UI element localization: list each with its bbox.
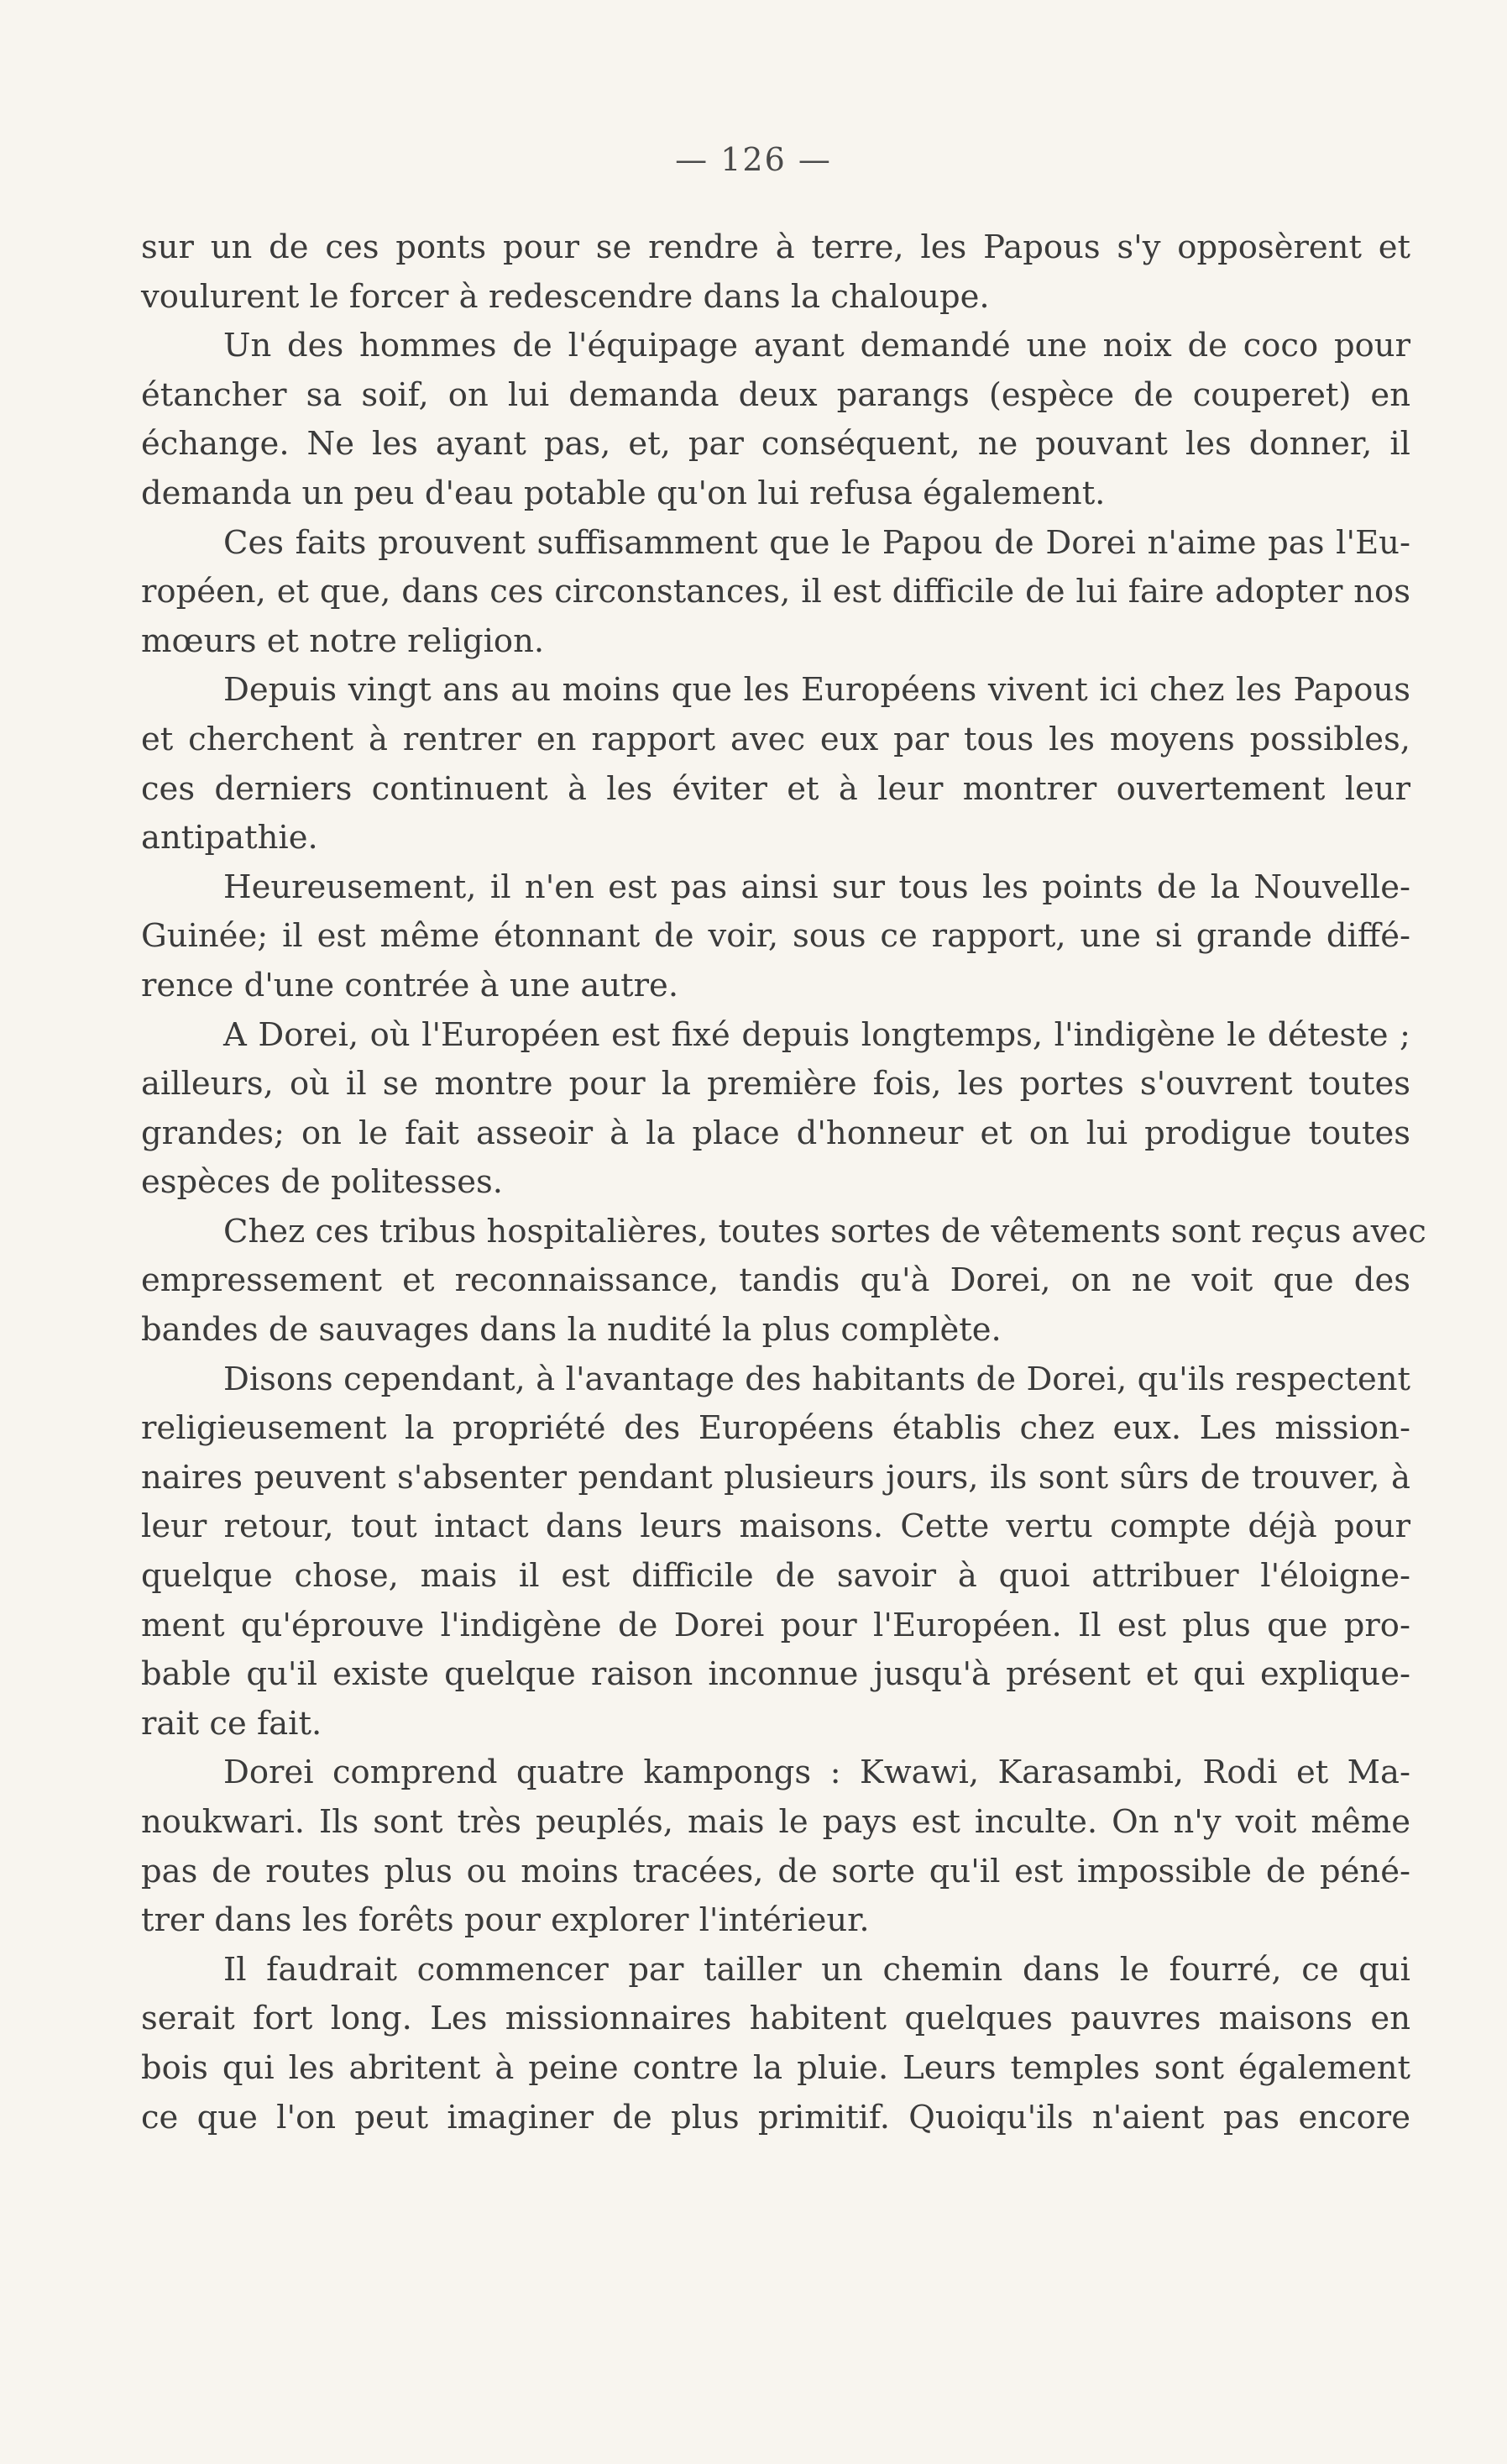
text-line: A Dorei, où l'Européen est fixé depuis longtemps, l'indigène le déteste ; (223, 1015, 1410, 1054)
text-line: sur un de ces ponts pour se rendre à terre, les Papous s'y opposèrent et (141, 228, 1410, 266)
text-line: demanda un peu d'eau potable qu'on lui refusa également. (141, 474, 1106, 512)
page-number: — 126 — (675, 141, 832, 178)
text-line: empressement et reconnaissance, tandis qu'à Dorei, on ne voit que des (141, 1261, 1410, 1300)
text-line: grandes; on le fait asseoir à la place d'honneur et on lui prodigue toutes (141, 1114, 1410, 1152)
text-line: ailleurs, où il se montre pour la première fois, les portes s'ouvrent toutes (141, 1065, 1410, 1104)
text-line: ce que l'on peut imaginer de plus primitif. Quoiqu'ils n'aient pas encore (141, 2098, 1410, 2136)
text-line: religieusement la propriété des Européens établis chez eux. Les mission- (141, 1409, 1410, 1448)
text-line: Il faudrait commencer par tailler un chemin dans le fourré, ce qui (223, 1950, 1410, 1989)
text-line: rait ce fait. (141, 1704, 322, 1743)
text-line: leur retour, tout intact dans leurs maisons. Cette vertu compte déjà pour (141, 1507, 1410, 1546)
text-line: antipathie. (141, 819, 318, 857)
text-line: échange. Ne les ayant pas, et, par conséquent, ne pouvant les donner, il (141, 425, 1410, 464)
text-line: bable qu'il existe quelque raison inconnue jusqu'à présent et qui explique- (141, 1655, 1410, 1694)
text-line: Depuis vingt ans au moins que les Européens vivent ici chez les Papous (223, 671, 1410, 710)
text-line: Guinée; il est même étonnant de voir, sous ce rapport, une si grande diffé- (141, 917, 1410, 956)
text-line: et cherchent à rentrer en rapport avec eux par tous les moyens possibles, (141, 720, 1410, 758)
text-line: rence d'une contrée à une autre. (141, 966, 679, 1004)
text-line: Heureusement, il n'en est pas ainsi sur tous les points de la Nouvelle- (223, 868, 1410, 906)
text-line: étancher sa soif, on lui demanda deux parangs (espèce de couperet) en (141, 375, 1410, 414)
text-line: Chez ces tribus hospitalières, toutes sortes de vêtements sont reçus avec (223, 1212, 1426, 1250)
text-line: Un des hommes de l'équipage ayant demandé une noix de coco pour (223, 327, 1410, 365)
text-line: ment qu'éprouve l'indigène de Dorei pour l'Européen. Il est plus que pro- (141, 1606, 1410, 1644)
text-line: naires peuvent s'absenter pendant plusieurs jours, ils sont sûrs de trouver, à (141, 1458, 1410, 1497)
text-line: ropéen, et que, dans ces circonstances, il est difficile de lui faire adopter nos (141, 573, 1410, 611)
text-line: noukwari. Ils sont très peuplés, mais le pays est inculte. On n'y voit même (141, 1803, 1410, 1841)
text-line: Ces faits prouvent suffisamment que le Papou de Dorei n'aime pas l'Eu- (223, 523, 1410, 562)
text-line: bandes de sauvages dans la nudité la plus complète. (141, 1311, 1002, 1350)
text-line: Disons cependant, à l'avantage des habitants de Dorei, qu'ils respectent (223, 1360, 1410, 1398)
text-line: pas de routes plus ou moins tracées, de sorte qu'il est impossible de péné- (141, 1852, 1410, 1890)
text-line: mœurs et notre religion. (141, 621, 545, 660)
text-line: espèces de politesses. (141, 1163, 503, 1202)
text-line: bois qui les abritent à peine contre la pluie. Leurs temples sont également (141, 2048, 1410, 2087)
text-line: Dorei comprend quatre kampongs : Kwawi, Karasambi, Rodi et Ma- (223, 1754, 1410, 1792)
text-line: trer dans les forêts pour explorer l'intérieur. (141, 1901, 870, 1940)
body-text (141, 223, 1426, 2142)
text-line: ces derniers continuent à les éviter et à leur montrer ouvertement leur (141, 769, 1410, 808)
text-line: serait fort long. Les missionnaires habitent quelques pauvres maisons en (141, 2000, 1410, 2038)
text-line: quelque chose, mais il est difficile de savoir à quoi attribuer l'éloigne- (141, 1557, 1410, 1596)
text-line: voulurent le forcer à redescendre dans la chaloupe. (141, 277, 990, 316)
